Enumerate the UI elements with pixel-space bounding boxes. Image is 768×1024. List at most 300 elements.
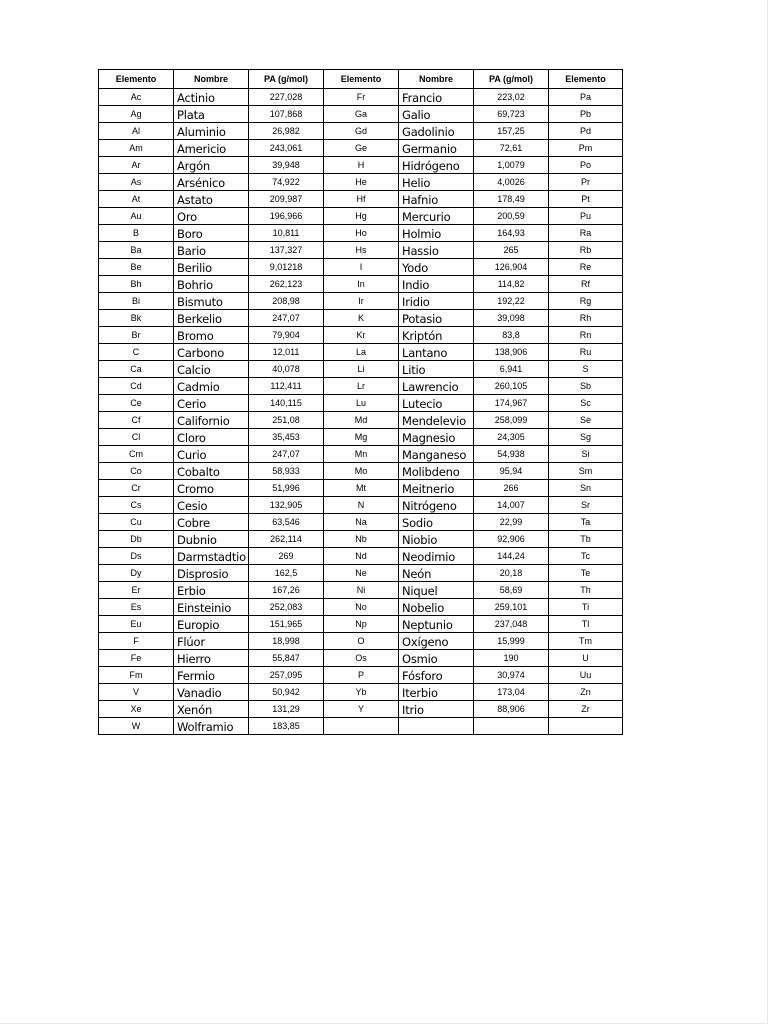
name-cell: Sodio [399,514,474,531]
name-cell: Indio [399,276,474,293]
weight-cell: 92,906 [474,531,549,548]
name-cell: Cobalto [174,463,249,480]
weight-cell: 157,25 [474,123,549,140]
symbol-cell: Cu [99,514,174,531]
table-row [99,616,623,633]
symbol-cell: Sc [549,395,623,412]
table-row [99,361,623,378]
weight-cell: 58,69 [474,582,549,599]
symbol-cell: Ds [99,548,174,565]
weight-cell: 140,115 [249,395,324,412]
weight-cell: 269 [249,548,324,565]
weight-cell: 88,906 [474,701,549,718]
name-cell: Hierro [174,650,249,667]
symbol-cell: H [324,157,399,174]
weight-cell: 227,028 [249,89,324,106]
table-row [99,565,623,582]
symbol-cell: Fe [99,650,174,667]
name-cell: Darmstadtio [174,548,249,565]
table-row [99,157,623,174]
name-cell: Hafnio [399,191,474,208]
symbol-cell: I [324,259,399,276]
weight-cell [474,718,549,735]
symbol-cell: As [99,174,174,191]
weight-cell: 208,98 [249,293,324,310]
name-cell: Wolframio [174,718,249,735]
symbol-cell: Dy [99,565,174,582]
symbol-cell: Tl [549,616,623,633]
symbol-cell: Pu [549,208,623,225]
table-row [99,463,623,480]
symbol-cell: Gd [324,123,399,140]
weight-cell: 183,85 [249,718,324,735]
table-row [99,140,623,157]
symbol-cell: Lr [324,378,399,395]
symbol-cell: Am [99,140,174,157]
name-cell: Mercurio [399,208,474,225]
name-cell: Lawrencio [399,378,474,395]
symbol-cell: Rf [549,276,623,293]
symbol-cell: Si [549,446,623,463]
header-pa-1: PA (g/mol) [249,70,324,89]
name-cell: Berkelio [174,310,249,327]
table-row [99,701,623,718]
weight-cell: 266 [474,480,549,497]
symbol-cell: K [324,310,399,327]
symbol-cell: B [99,225,174,242]
symbol-cell: Fm [99,667,174,684]
name-cell: Cobre [174,514,249,531]
weight-cell: 30,974 [474,667,549,684]
weight-cell: 223,02 [474,89,549,106]
weight-cell: 18,998 [249,633,324,650]
name-cell: Nobelio [399,599,474,616]
table-row [99,123,623,140]
name-cell: Astato [174,191,249,208]
weight-cell: 9,01218 [249,259,324,276]
symbol-cell: Be [99,259,174,276]
weight-cell: 138,906 [474,344,549,361]
table-row [99,344,623,361]
symbol-cell: Zn [549,684,623,701]
weight-cell: 262,123 [249,276,324,293]
name-cell: Potasio [399,310,474,327]
name-cell: Meitnerio [399,480,474,497]
weight-cell: 39,948 [249,157,324,174]
symbol-cell: Rh [549,310,623,327]
weight-cell: 58,933 [249,463,324,480]
weight-cell: 10,811 [249,225,324,242]
symbol-cell: Mo [324,463,399,480]
weight-cell: 40,078 [249,361,324,378]
weight-cell: 247,07 [249,310,324,327]
weight-cell: 167,26 [249,582,324,599]
symbol-cell: Ra [549,225,623,242]
symbol-cell: Th [549,582,623,599]
symbol-cell: Cm [99,446,174,463]
symbol-cell: Na [324,514,399,531]
name-cell: Cerio [174,395,249,412]
symbol-cell: C [99,344,174,361]
name-cell: Cadmio [174,378,249,395]
table-row [99,174,623,191]
symbol-cell: F [99,633,174,650]
atomic-weights-table [98,69,623,735]
weight-cell: 164,93 [474,225,549,242]
weight-cell: 20,18 [474,565,549,582]
weight-cell: 196,966 [249,208,324,225]
name-cell: Neodimio [399,548,474,565]
weight-cell: 69,723 [474,106,549,123]
name-cell: Boro [174,225,249,242]
symbol-cell: Mn [324,446,399,463]
name-cell: Iridio [399,293,474,310]
symbol-cell: Br [99,327,174,344]
symbol-cell: Ga [324,106,399,123]
name-cell: Litio [399,361,474,378]
name-cell: Kriptón [399,327,474,344]
weight-cell: 265 [474,242,549,259]
table-row [99,548,623,565]
weight-cell: 83,8 [474,327,549,344]
weight-cell: 72,61 [474,140,549,157]
table-row [99,718,623,735]
table-row [99,599,623,616]
symbol-cell: Ir [324,293,399,310]
name-cell: Americio [174,140,249,157]
name-cell: Lantano [399,344,474,361]
symbol-cell: He [324,174,399,191]
symbol-cell: Ni [324,582,399,599]
weight-cell: 247,07 [249,446,324,463]
symbol-cell: Kr [324,327,399,344]
weight-cell: 24,305 [474,429,549,446]
name-cell: Cromo [174,480,249,497]
name-cell: Galio [399,106,474,123]
symbol-cell: Re [549,259,623,276]
name-cell: Gadolinio [399,123,474,140]
symbol-cell: Co [99,463,174,480]
name-cell: Calcio [174,361,249,378]
symbol-cell: Ar [99,157,174,174]
symbol-cell: Np [324,616,399,633]
symbol-cell [549,718,623,735]
name-cell: Magnesio [399,429,474,446]
name-cell: Arsénico [174,174,249,191]
table-row [99,327,623,344]
header-nombre-1: Nombre [174,70,249,89]
weight-cell: 74,922 [249,174,324,191]
weight-cell: 15,999 [474,633,549,650]
table-body [99,89,623,735]
symbol-cell: O [324,633,399,650]
weight-cell: 12,011 [249,344,324,361]
table-row [99,650,623,667]
name-cell [399,718,474,735]
symbol-cell: Rn [549,327,623,344]
name-cell: Cloro [174,429,249,446]
symbol-cell: Lu [324,395,399,412]
table-row [99,446,623,463]
symbol-cell: Tb [549,531,623,548]
weight-cell: 252,083 [249,599,324,616]
symbol-cell: Es [99,599,174,616]
symbol-cell: Ru [549,344,623,361]
name-cell: Neón [399,565,474,582]
weight-cell: 132,905 [249,497,324,514]
weight-cell: 190 [474,650,549,667]
name-cell: Niobio [399,531,474,548]
symbol-cell: Eu [99,616,174,633]
symbol-cell [324,718,399,735]
symbol-cell: Nb [324,531,399,548]
table-row [99,684,623,701]
weight-cell: 258,099 [474,412,549,429]
name-cell: Itrio [399,701,474,718]
symbol-cell: Sr [549,497,623,514]
weight-cell: 257,095 [249,667,324,684]
header-nombre-2: Nombre [399,70,474,89]
name-cell: Einsteinio [174,599,249,616]
header-elemento-1: Elemento [99,70,174,89]
symbol-cell: Sn [549,480,623,497]
symbol-cell: Pd [549,123,623,140]
name-cell: Bohrio [174,276,249,293]
symbol-cell: Ag [99,106,174,123]
weight-cell: 174,967 [474,395,549,412]
symbol-cell: Ho [324,225,399,242]
table-row [99,310,623,327]
weight-cell: 14,007 [474,497,549,514]
table-row [99,259,623,276]
name-cell: Osmio [399,650,474,667]
name-cell: Mendelevio [399,412,474,429]
symbol-cell: Cf [99,412,174,429]
table-row [99,582,623,599]
name-cell: Oro [174,208,249,225]
symbol-cell: Rg [549,293,623,310]
symbol-cell: Zr [549,701,623,718]
name-cell: Vanadio [174,684,249,701]
table-row [99,378,623,395]
symbol-cell: Fr [324,89,399,106]
symbol-cell: Ba [99,242,174,259]
weight-cell: 251,08 [249,412,324,429]
symbol-cell: Ta [549,514,623,531]
weight-cell: 51,996 [249,480,324,497]
name-cell: Germanio [399,140,474,157]
weight-cell: 22,99 [474,514,549,531]
symbol-cell: Ac [99,89,174,106]
symbol-cell: W [99,718,174,735]
name-cell: Berilio [174,259,249,276]
symbol-cell: No [324,599,399,616]
name-cell: Fósforo [399,667,474,684]
weight-cell: 26,982 [249,123,324,140]
weight-cell: 178,49 [474,191,549,208]
symbol-cell: Uu [549,667,623,684]
table-row [99,106,623,123]
weight-cell: 151,965 [249,616,324,633]
name-cell: Aluminio [174,123,249,140]
name-cell: Erbio [174,582,249,599]
weight-cell: 6,941 [474,361,549,378]
name-cell: Holmio [399,225,474,242]
symbol-cell: Mt [324,480,399,497]
name-cell: Hidrógeno [399,157,474,174]
symbol-cell: Nd [324,548,399,565]
table-row [99,497,623,514]
name-cell: Helio [399,174,474,191]
name-cell: Bario [174,242,249,259]
weight-cell: 114,82 [474,276,549,293]
weight-cell: 79,904 [249,327,324,344]
symbol-cell: Bi [99,293,174,310]
weight-cell: 39,098 [474,310,549,327]
symbol-cell: Rb [549,242,623,259]
name-cell: Bromo [174,327,249,344]
symbol-cell: Y [324,701,399,718]
name-cell: Cesio [174,497,249,514]
symbol-cell: Xe [99,701,174,718]
symbol-cell: Hf [324,191,399,208]
name-cell: Carbono [174,344,249,361]
name-cell: Dubnio [174,531,249,548]
weight-cell: 260,105 [474,378,549,395]
symbol-cell: Bh [99,276,174,293]
weight-cell: 192,22 [474,293,549,310]
symbol-cell: S [549,361,623,378]
table-row [99,208,623,225]
name-cell: Molibdeno [399,463,474,480]
table-row [99,395,623,412]
symbol-cell: V [99,684,174,701]
name-cell: Bismuto [174,293,249,310]
name-cell: Manganeso [399,446,474,463]
symbol-cell: In [324,276,399,293]
symbol-cell: Pb [549,106,623,123]
name-cell: Neptunio [399,616,474,633]
symbol-cell: Pr [549,174,623,191]
symbol-cell: Pa [549,89,623,106]
symbol-cell: Cr [99,480,174,497]
symbol-cell: Pt [549,191,623,208]
symbol-cell: Ne [324,565,399,582]
table-row [99,531,623,548]
weight-cell: 262,114 [249,531,324,548]
name-cell: Nitrógeno [399,497,474,514]
name-cell: Hassio [399,242,474,259]
symbol-cell: Po [549,157,623,174]
symbol-cell: Pm [549,140,623,157]
table-row [99,191,623,208]
symbol-cell: Cd [99,378,174,395]
name-cell: Iterbio [399,684,474,701]
name-cell: Xenón [174,701,249,718]
name-cell: Niquel [399,582,474,599]
name-cell: Actinio [174,89,249,106]
name-cell: Yodo [399,259,474,276]
symbol-cell: P [324,667,399,684]
name-cell: Oxígeno [399,633,474,650]
symbol-cell: Er [99,582,174,599]
name-cell: Francio [399,89,474,106]
name-cell: Argón [174,157,249,174]
symbol-cell: Te [549,565,623,582]
header-pa-2: PA (g/mol) [474,70,549,89]
name-cell: Fermio [174,667,249,684]
weight-cell: 107,868 [249,106,324,123]
symbol-cell: Sg [549,429,623,446]
symbol-cell: N [324,497,399,514]
table-row [99,89,623,106]
weight-cell: 144,24 [474,548,549,565]
weight-cell: 50,942 [249,684,324,701]
header-elemento-2: Elemento [324,70,399,89]
weight-cell: 237,048 [474,616,549,633]
symbol-cell: U [549,650,623,667]
table-row [99,276,623,293]
symbol-cell: Tc [549,548,623,565]
symbol-cell: Se [549,412,623,429]
table-row [99,514,623,531]
weight-cell: 131,29 [249,701,324,718]
symbol-cell: Tm [549,633,623,650]
weight-cell: 63,546 [249,514,324,531]
weight-cell: 162,5 [249,565,324,582]
name-cell: Curio [174,446,249,463]
weight-cell: 200,59 [474,208,549,225]
weight-cell: 137,327 [249,242,324,259]
weight-cell: 173,04 [474,684,549,701]
name-cell: Plata [174,106,249,123]
symbol-cell: Au [99,208,174,225]
weight-cell: 112,411 [249,378,324,395]
symbol-cell: Ca [99,361,174,378]
symbol-cell: Ti [549,599,623,616]
weight-cell: 54,938 [474,446,549,463]
weight-cell: 4,0026 [474,174,549,191]
symbol-cell: Hg [324,208,399,225]
header-elemento-3: Elemento [549,70,623,89]
name-cell: Flúor [174,633,249,650]
symbol-cell: At [99,191,174,208]
symbol-cell: Ce [99,395,174,412]
weight-cell: 243,061 [249,140,324,157]
weight-cell: 259,101 [474,599,549,616]
symbol-cell: Md [324,412,399,429]
symbol-cell: Hs [324,242,399,259]
table-row [99,225,623,242]
symbol-cell: Cs [99,497,174,514]
table-row [99,667,623,684]
weight-cell: 55,847 [249,650,324,667]
symbol-cell: Ge [324,140,399,157]
symbol-cell: Cl [99,429,174,446]
symbol-cell: Mg [324,429,399,446]
table-header-row [99,70,623,89]
name-cell: Californio [174,412,249,429]
symbol-cell: Db [99,531,174,548]
weight-cell: 35,453 [249,429,324,446]
name-cell: Lutecio [399,395,474,412]
symbol-cell: Al [99,123,174,140]
symbol-cell: Yb [324,684,399,701]
weight-cell: 95,94 [474,463,549,480]
table-row [99,412,623,429]
table-row [99,429,623,446]
symbol-cell: Os [324,650,399,667]
